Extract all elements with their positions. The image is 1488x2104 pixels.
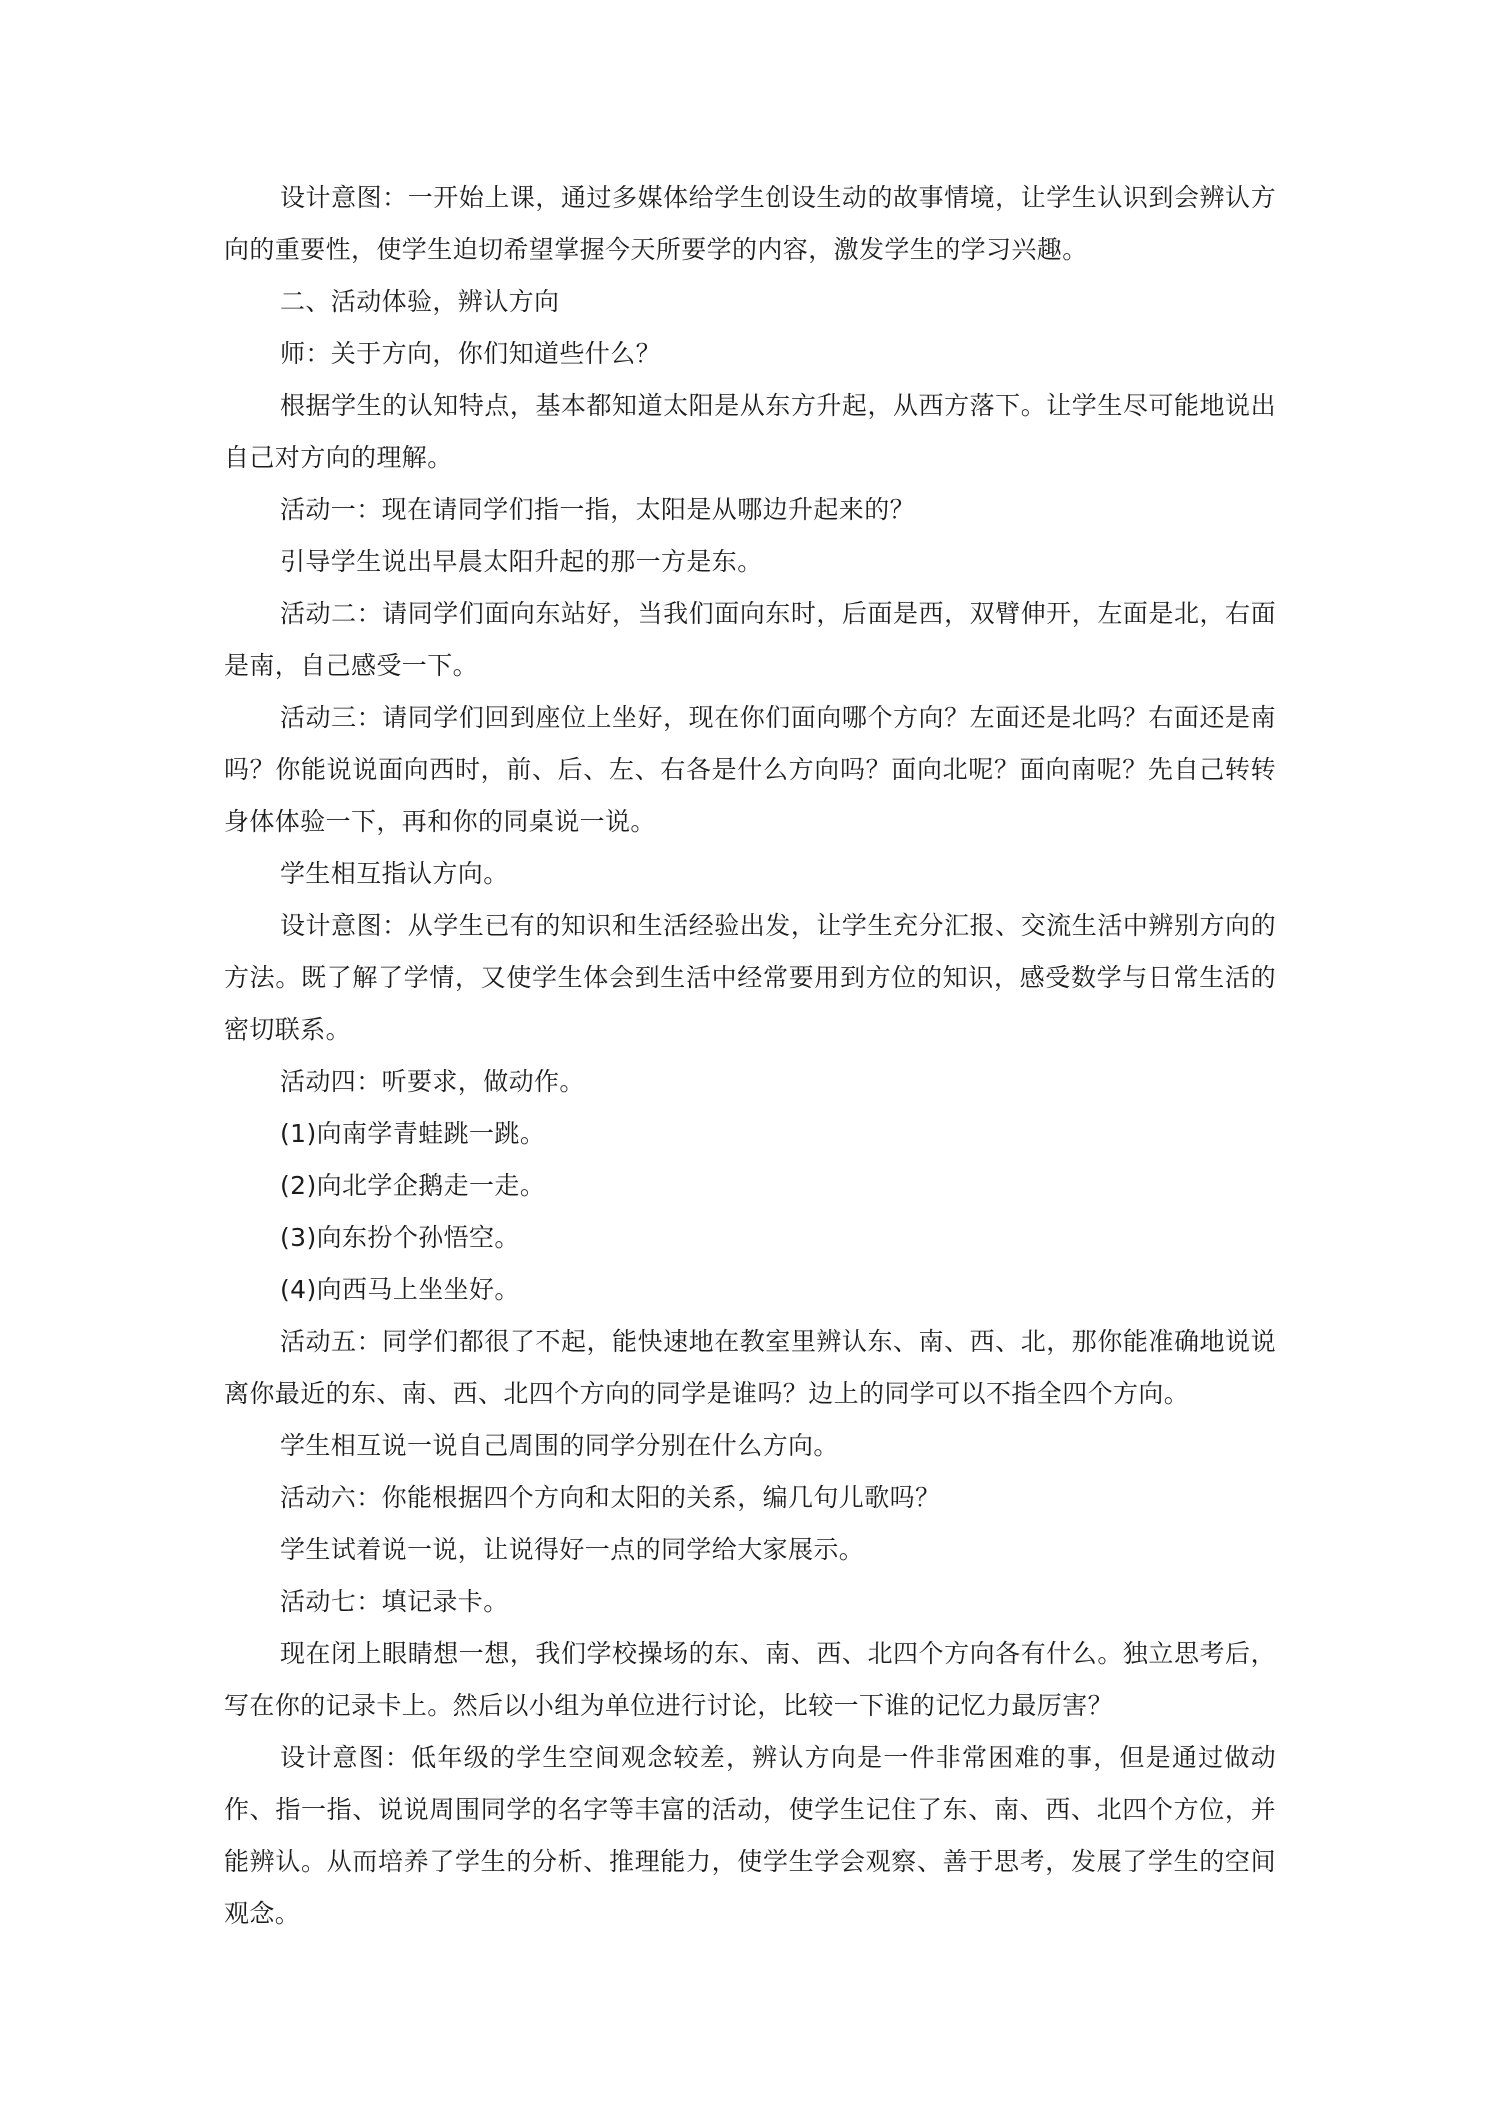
paragraph-activity-7: 活动七：填记录卡。 xyxy=(280,1587,509,1616)
paragraph-mutual-talk: 学生相互说一说自己周围的同学分别在什么方向。 xyxy=(280,1431,839,1460)
paragraph-student-try: 学生试着说一说，让说得好一点的同学给大家展示。 xyxy=(280,1535,865,1564)
document-body xyxy=(224,172,1276,1940)
paragraph-design-intent-2: 设计意图：从学生已有的知识和生活经验出发，让学生充分汇报、交流生活中辨别方向的方法。既了解了学情，又使学生体会到生活中经常要用到方位的知识，感受数学与日常生活的密切联系。 xyxy=(224,911,1276,1044)
paragraph-cognition: 根据学生的认知特点，基本都知道太阳是从东方升起，从西方落下。让学生尽可能地说出自己对方向的理解。 xyxy=(224,391,1276,472)
paragraph-teacher-question: 师：关于方向，你们知道些什么？ xyxy=(280,339,662,368)
list-item-2: (2)向北学企鹅走一走。 xyxy=(280,1171,546,1200)
paragraph-record-card: 现在闭上眼睛想一想，我们学校操场的东、南、西、北四个方向各有什么。独立思考后，写在你的记录卡上。然后以小组为单位进行讨论，比较一下谁的记忆力最厉害？ xyxy=(224,1639,1276,1720)
paragraph-guide-east: 引导学生说出早晨太阳升起的那一方是东。 xyxy=(280,547,763,576)
paragraph-activity-4: 活动四：听要求，做动作。 xyxy=(280,1067,585,1096)
paragraph-design-intent-3: 设计意图：低年级的学生空间观念较差，辨认方向是一件非常困难的事，但是通过做动作、指一指、说说周围同学的名字等丰富的活动，使学生记住了东、南、西、北四个方位，并能辨认。从而培养了学生的分析、推理能力，使学生学会观察、善于思考，发展了学生的空间观念。 xyxy=(224,1743,1276,1928)
list-item-4: (4)向西马上坐坐好。 xyxy=(280,1275,520,1304)
list-item-3: (3)向东扮个孙悟空。 xyxy=(280,1223,520,1252)
paragraph-design-intent-1: 设计意图：一开始上课，通过多媒体给学生创设生动的故事情境，让学生认识到会辨认方向的重要性，使学生迫切希望掌握今天所要学的内容，激发学生的学习兴趣。 xyxy=(224,183,1276,264)
section-heading: 二、活动体验，辨认方向 xyxy=(280,287,560,316)
list-item-1: (1)向南学青蛙跳一跳。 xyxy=(280,1119,546,1148)
paragraph-mutual-identify: 学生相互指认方向。 xyxy=(280,859,509,888)
paragraph-activity-3: 活动三：请同学们回到座位上坐好，现在你们面向哪个方向？左面还是北吗？右面还是南吗？你能说说面向西时，前、后、左、右各是什么方向吗？面向北呢？面向南呢？先自己转转身体体验一下，再和你的同桌说一说。 xyxy=(224,703,1276,836)
paragraph-activity-6: 活动六：你能根据四个方向和太阳的关系，编几句儿歌吗？ xyxy=(280,1483,941,1512)
paragraph-activity-2: 活动二：请同学们面向东站好，当我们面向东时，后面是西，双臂伸开，左面是北，右面是南，自己感受一下。 xyxy=(224,599,1276,680)
paragraph-activity-5: 活动五：同学们都很了不起，能快速地在教室里辨认东、南、西、北，那你能准确地说说离你最近的东、南、西、北四个方向的同学是谁吗？边上的同学可以不指全四个方向。 xyxy=(224,1327,1276,1408)
paragraph-activity-1: 活动一：现在请同学们指一指，太阳是从哪边升起来的？ xyxy=(280,495,916,524)
